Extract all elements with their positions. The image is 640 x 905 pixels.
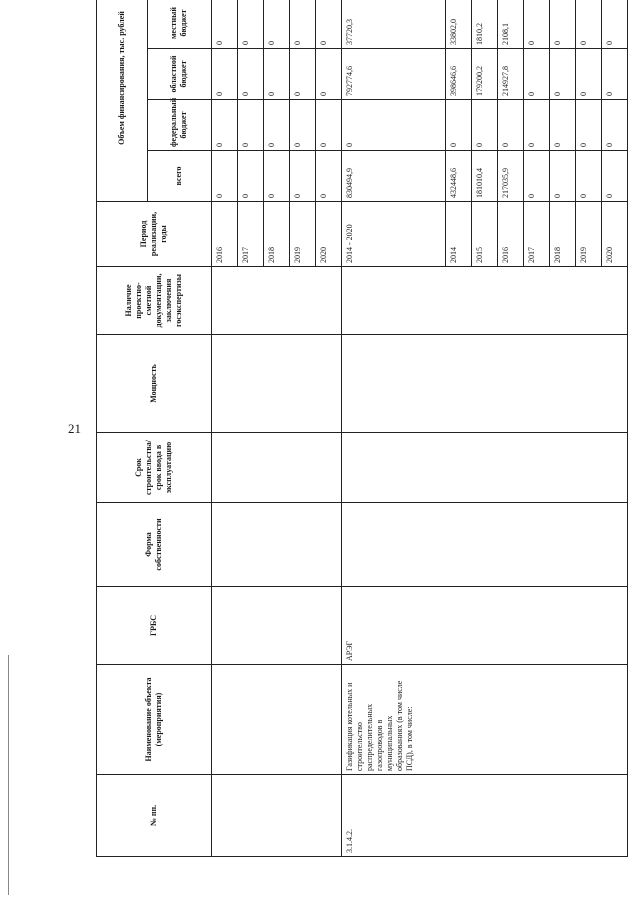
scan-edge-line: [8, 655, 9, 895]
rotated-table-wrapper: [96, 6, 628, 857]
total-cell: 830494,9: [341, 151, 445, 202]
regional-cell: 0: [601, 49, 627, 100]
local-cell: 0: [289, 0, 315, 49]
item-grbs: АРЭГ: [341, 587, 627, 665]
federal-cell: 0: [263, 100, 289, 151]
year-cell: 2019: [575, 202, 601, 267]
header-local: местный бюджет: [147, 0, 211, 49]
page-number: 21: [68, 421, 81, 436]
federal-cell: 0: [289, 100, 315, 151]
regional-cell: 0: [237, 49, 263, 100]
year-cell: 2016: [211, 202, 237, 267]
federal-cell: 0: [523, 100, 549, 151]
upper-docs-cell: [211, 267, 341, 335]
header-no: № пп.: [97, 775, 212, 857]
period-cell: 2014 - 2020: [341, 202, 445, 267]
total-cell: 181010,4: [471, 151, 497, 202]
regional-cell: 0: [289, 49, 315, 100]
total-cell: 432448,6: [445, 151, 471, 202]
upper-no-cell: [211, 775, 341, 857]
header-period: Период реализации, годы: [97, 202, 212, 267]
item-capacity-cell: [341, 335, 627, 433]
header-federal: федеральный бюджет: [147, 100, 211, 151]
year-cell: 2020: [315, 202, 341, 267]
federal-cell: 0: [315, 100, 341, 151]
federal-cell: 0: [341, 100, 445, 151]
total-cell: 0: [289, 151, 315, 202]
header-total: всего: [147, 151, 211, 202]
local-cell: 0: [575, 0, 601, 49]
header-regional: областной бюджет: [147, 49, 211, 100]
local-cell: 33802,0: [445, 0, 471, 49]
total-cell: 0: [523, 151, 549, 202]
local-cell: 0: [237, 0, 263, 49]
header-grbs: ГРБС: [97, 587, 212, 665]
upper-term-cell: [211, 433, 341, 503]
item-docs-cell: [341, 267, 627, 335]
upper-name-cell: [211, 665, 341, 775]
local-cell: 2108,1: [497, 0, 523, 49]
year-cell: 2019: [289, 202, 315, 267]
regional-cell: 214927,8: [497, 49, 523, 100]
local-cell: 0: [315, 0, 341, 49]
upper-capacity-cell: [211, 335, 341, 433]
federal-cell: 0: [237, 100, 263, 151]
total-cell: 0: [237, 151, 263, 202]
header-name: Наименование объекта (мероприятия): [97, 665, 212, 775]
financing-table: [96, 0, 628, 857]
year-cell: 2015: [471, 202, 497, 267]
regional-cell: 0: [523, 49, 549, 100]
item-name: Газификация котельных и строительство распределительных газопроводов в муниципальных образованиях (в том числе ПСД), в том числе:: [341, 665, 627, 775]
header-ownership: Форма собственности: [97, 503, 212, 587]
federal-cell: 0: [549, 100, 575, 151]
year-cell: 2014: [445, 202, 471, 267]
local-cell: 0: [523, 0, 549, 49]
total-cell: 217035,9: [497, 151, 523, 202]
total-cell: 0: [211, 151, 237, 202]
local-cell: 0: [263, 0, 289, 49]
total-cell: 0: [575, 151, 601, 202]
total-cell: 0: [549, 151, 575, 202]
header-finance-group: Объем финансирования, тыс. рублей: [97, 0, 148, 202]
year-cell: 2018: [263, 202, 289, 267]
regional-cell: 0: [315, 49, 341, 100]
local-cell: 1810,2: [471, 0, 497, 49]
local-cell: 0: [211, 0, 237, 49]
federal-cell: 0: [211, 100, 237, 151]
federal-cell: 0: [601, 100, 627, 151]
local-cell: 37720,3: [341, 0, 445, 49]
year-cell: 2020: [601, 202, 627, 267]
year-cell: 2018: [549, 202, 575, 267]
regional-cell: 0: [549, 49, 575, 100]
local-cell: 0: [601, 0, 627, 49]
header-capacity: Мощность: [97, 335, 212, 433]
regional-cell: 0: [575, 49, 601, 100]
year-cell: 2016: [497, 202, 523, 267]
federal-cell: 0: [471, 100, 497, 151]
federal-cell: 0: [497, 100, 523, 151]
regional-cell: 398646,6: [445, 49, 471, 100]
year-cell: 2017: [523, 202, 549, 267]
header-term: Срок строительства/срок ввода в эксплуатацию: [97, 433, 212, 503]
regional-cell: 0: [211, 49, 237, 100]
regional-cell: 0: [263, 49, 289, 100]
header-docs: Наличие проектно-сметной документации, заключения госэкспертизы: [97, 267, 212, 335]
regional-cell: 792774,6: [341, 49, 445, 100]
federal-cell: 0: [445, 100, 471, 151]
federal-cell: 0: [575, 100, 601, 151]
total-cell: 0: [263, 151, 289, 202]
total-cell: 0: [601, 151, 627, 202]
upper-grbs-cell: [211, 587, 341, 665]
item-ownership-cell: [341, 503, 627, 587]
year-cell: 2017: [237, 202, 263, 267]
upper-ownership-cell: [211, 503, 341, 587]
item-term-cell: [341, 433, 627, 503]
local-cell: 0: [549, 0, 575, 49]
item-no: 3.1.4.2.: [341, 775, 627, 857]
total-cell: 0: [315, 151, 341, 202]
regional-cell: 179200,2: [471, 49, 497, 100]
